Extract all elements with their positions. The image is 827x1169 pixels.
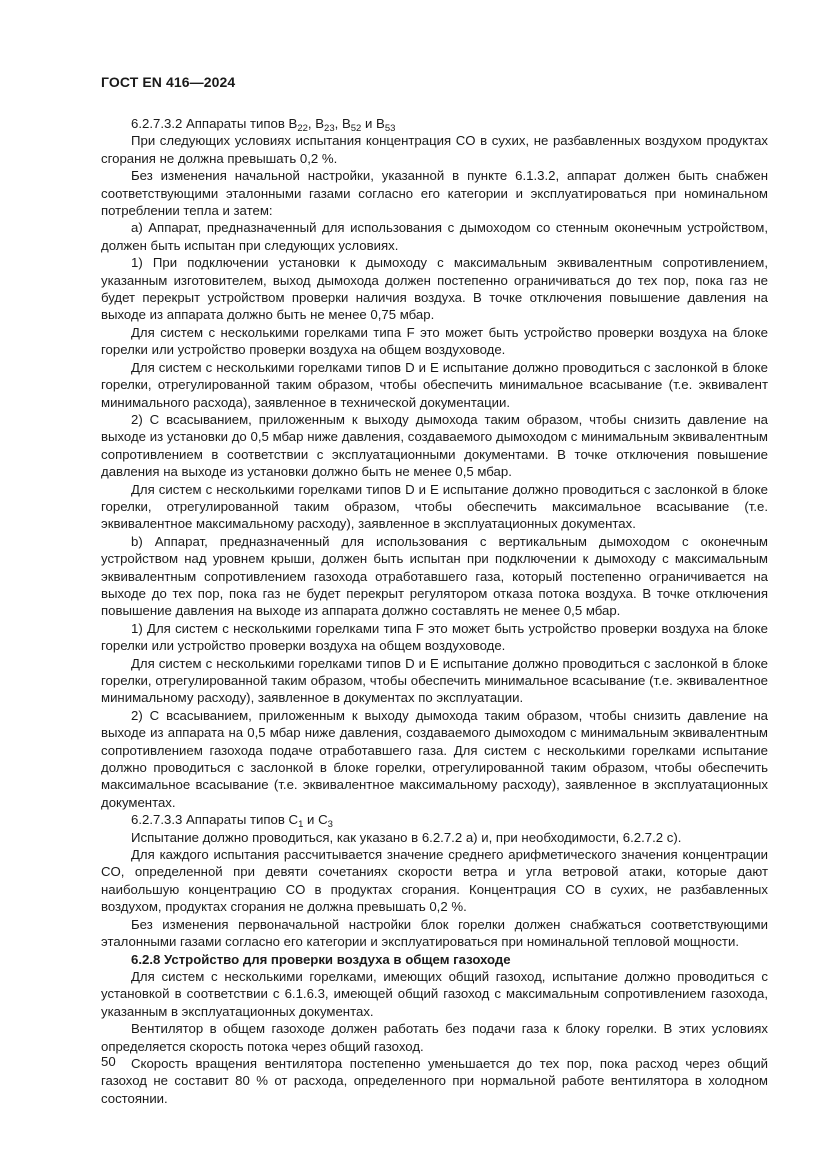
paragraph: 1) Для систем с несколькими горелками типа F это может быть устройство проверки воздуха на блоке горелки или устройство проверки воздуха на общем воздуховоде. — [101, 620, 768, 654]
paragraph: Без изменения первоначальной настройки блок горелки должен снабжаться соответствующими эталонными газами согласно его категории и эксплуатироваться при номинальной тепловой мощности. — [101, 916, 768, 950]
section-heading-6-2-7-3-2: 6.2.7.3.2 Аппараты типов $B_{22}$, $B_{23}$, $B_{52}$ и $B_{53}$ — [131, 116, 396, 134]
paragraph: Для систем с несколькими горелками типа F это может быть устройство проверки воздуха на блоке горелки или устройство проверки воздуха на общем воздуховоде. — [101, 324, 768, 358]
paragraph: 1) При подключении установки к дымоходу с максимальным эквивалентным сопротивлением, указанным изготовителем, выход дымохода должен постепенно ограничиваться до тех пор, пока газ не будет перекрыт устройством проверки наличия воздуха. В точке отключения повышение давления на выходе из аппарата должно быть не менее 0,75 мбар. — [101, 255, 768, 323]
paragraph: Для систем с несколькими горелками типов D и E испытание должно проводиться с заслонкой в блоке горелки, отрегулированной таким образом, чтобы обеспечить максимальное всасывание (т.е. эквивалентное максимальному расходу), заявленное в эксплуатационных документах. — [101, 481, 768, 532]
paragraph: Вентилятор в общем газоходе должен работать без подачи газа к блоку горелки. В этих условиях определяется скорость потока через общий газоход. — [101, 1021, 768, 1054]
paragraph: Для каждого испытания рассчитывается значение среднего арифметического значения концентрации CO, определенной при девяти сочетаниях скорости ветра и угла ветровой атаки, которые дают наибольшую концентрацию CO в продуктах сгорания. Концентрация CO в сухих, не разбавленных воздухом, продуктах сгорания не должна превышать 0,2 %. — [101, 847, 768, 915]
document-header: ГОСТ EN 416—2024 — [101, 74, 236, 90]
paragraph: a) Аппарат, предназначенный для использования с дымоходом со стенным оконечным устройством, должен быть испытан при следующих условиях. — [101, 220, 768, 253]
section-heading-6-2-8: 6.2.8 Устройство для проверки воздуха в общем газоходе — [131, 951, 511, 967]
paragraph: 2) С всасыванием, приложенным к выходу дымохода таким образом, чтобы снизить давление на выходе из установки до 0,5 мбар ниже давления, создаваемого дымоходом с минимальным эквивалентным сопротивлением в соответствии с эксплуатационными документами. В точке отключения повышение давления на выходе из установки должно быть не менее 0,5 мбар. — [101, 411, 768, 480]
paragraph: Для систем с несколькими горелками типов D и E испытание должно проводиться с заслонкой в блоке горелки, отрегулированной таким образом, чтобы обеспечить минимальное всасывание (т.е. эквивалентное минимальному расходу), заявленное в документах по эксплуатации. — [101, 655, 768, 706]
paragraph: При следующих условиях испытания концентрация CO в сухих, не разбавленных воздухом продуктах сгорания не должна превышать 0,2 %. — [101, 133, 768, 166]
document-body — [101, 115, 768, 1107]
paragraph: Для систем с несколькими горелками типов D и E испытание должно проводиться с заслонкой в блоке горелки, отрегулированной таким образом, чтобы обеспечить минимальное всасывание (т.е. эквивалент минимального расхода), заявленное в технической документации. — [101, 359, 768, 410]
paragraph: Скорость вращения вентилятора постепенно уменьшается до тех пор, пока расход через общий газоход не составит 80 % от расхода, определенного при нормальной работе вентилятора в холодном состоянии. — [101, 1055, 768, 1106]
paragraph: Для систем с несколькими горелками, имеющих общий газоход, испытание должно проводиться с установкой в соответствии с 6.1.6.3, имеющей общий газоход с максимальным сопротивлением газохода, указанным в эксплуатационных документах. — [101, 968, 768, 1019]
page-number: 50 — [101, 1054, 116, 1069]
paragraph: Без изменения начальной настройки, указанной в пункте 6.1.3.2, аппарат должен быть снабжен соответствующими эталонными газами согласно его категории и эксплуатироваться при номинальном потреблении тепла и затем: — [101, 168, 768, 219]
paragraph: b) Аппарат, предназначенный для использования с вертикальным дымоходом с оконечным устройством над уровнем крыши, должен быть испытан при подключении к дымоходу с максимальным эквивалентным сопротивлением газохода отработавшего газа, который постепенно ограничивается на выходе до тех пор, пока газ не будет перекрыт регулятором отказа потока воздуха. В точке отключения повышение давления на выходе из аппарата должно составлять не менее 0,5 мбар. — [101, 533, 768, 619]
paragraph: 2) С всасыванием, приложенным к выходу дымохода таким образом, чтобы снизить давление на выходе из аппарата на 0,5 мбар ниже давления, создаваемого дымоходом с минимальным эквивалентным сопротивлением газохода подаче отработавшего газа. Для систем с несколькими горелками испытание должно проводиться с заслонкой в блоке горелки, отрегулированной таким образом, чтобы обеспечить максимальное всасывание (т.е. эквивалентное максимальному расходу), заявленное в эксплуатационных документах. — [101, 707, 768, 810]
paragraph: Испытание должно проводиться, как указано в 6.2.7.2 a) и, при необходимости, 6.2.7.2 c). — [131, 829, 682, 845]
section-heading-6-2-7-3-3: 6.2.7.3.3 Аппараты типов $C_1$ и $C_3$ — [131, 812, 333, 831]
